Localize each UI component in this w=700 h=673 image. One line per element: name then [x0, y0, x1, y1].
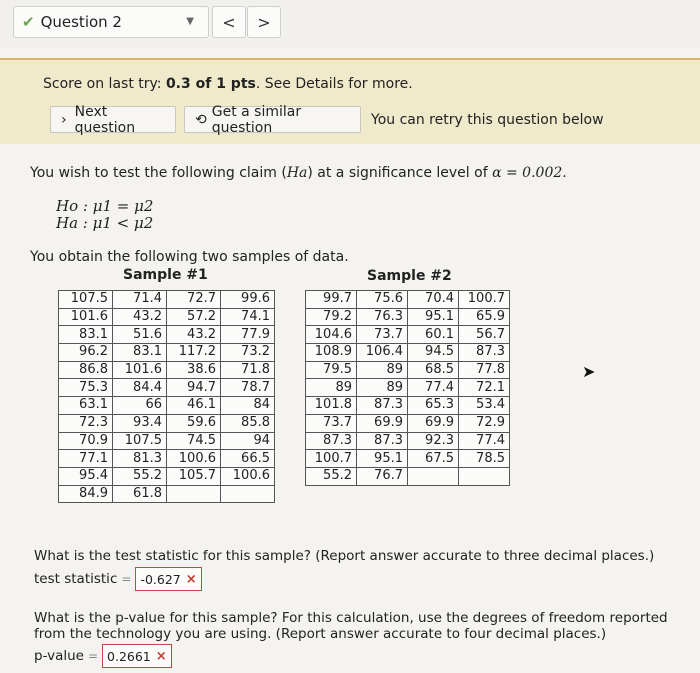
table-cell: 77.9 — [221, 326, 275, 344]
table-row — [306, 432, 510, 450]
test-stat-label: test statistic — [34, 571, 118, 587]
table-cell — [221, 485, 275, 503]
table-cell: 89 — [357, 361, 408, 379]
next-question-arrow-button[interactable]: > — [247, 6, 281, 38]
retry-text: You can retry this question below — [371, 112, 604, 128]
table-cell: 70.9 — [59, 432, 113, 450]
table-cell: 55.2 — [113, 467, 167, 485]
table-cell: 86.8 — [59, 361, 113, 379]
table-cell: 100.7 — [459, 291, 510, 309]
table-cell: 43.2 — [113, 308, 167, 326]
table-cell: 43.2 — [167, 326, 221, 344]
table-cell: 77.4 — [408, 379, 459, 397]
table-cell: 74.5 — [167, 432, 221, 450]
table-row — [306, 450, 510, 468]
table-cell: 60.1 — [408, 326, 459, 344]
table-cell: 46.1 — [167, 397, 221, 415]
table-cell: 95.1 — [357, 450, 408, 468]
table-cell: 100.6 — [221, 467, 275, 485]
table-cell: 57.2 — [167, 308, 221, 326]
table-cell: 108.9 — [306, 344, 357, 362]
table-cell: 104.6 — [306, 326, 357, 344]
claim-before: You wish to test the following claim ( — [30, 165, 287, 181]
claim-symbol: Ha — [286, 165, 308, 181]
next-question-label: Next question — [74, 103, 136, 136]
table-cell: 84.9 — [59, 485, 113, 503]
table-cell: 74.1 — [221, 308, 275, 326]
table-row — [59, 414, 275, 432]
table-cell: 72.3 — [59, 414, 113, 432]
table-cell: 71.4 — [113, 291, 167, 309]
next-question-button[interactable] — [50, 103, 176, 136]
pvalue-label: p-value — [34, 648, 84, 664]
table-cell: 73.7 — [306, 414, 357, 432]
table-row — [306, 344, 510, 362]
table-cell: 92.3 — [408, 432, 459, 450]
table-cell: 83.1 — [113, 344, 167, 362]
table-cell: 89 — [357, 379, 408, 397]
table-cell: 87.3 — [459, 344, 510, 362]
table-cell: 59.6 — [167, 414, 221, 432]
table-row — [59, 379, 275, 397]
table-cell: 66.5 — [221, 450, 275, 468]
table-cell: 87.3 — [357, 432, 408, 450]
table-cell: 94.5 — [408, 344, 459, 362]
table-cell: 87.3 — [357, 397, 408, 415]
table-row — [59, 467, 275, 485]
caret-down-icon: ▼ — [186, 16, 194, 27]
table-cell: 78.7 — [221, 379, 275, 397]
table-cell: 101.8 — [306, 397, 357, 415]
table-cell: 75.6 — [357, 291, 408, 309]
table-cell: 65.3 — [408, 397, 459, 415]
table-cell: 95.1 — [408, 308, 459, 326]
table-cell: 38.6 — [167, 361, 221, 379]
table-row — [306, 379, 510, 397]
table-row — [306, 361, 510, 379]
table-cell: 71.8 — [221, 361, 275, 379]
pvalue-value: 0.2661 — [107, 648, 151, 664]
table-cell: 81.3 — [113, 450, 167, 468]
table-cell: 78.5 — [459, 450, 510, 468]
sample1-title: Sample #1 — [123, 267, 208, 283]
table-cell: 100.6 — [167, 450, 221, 468]
table-cell: 79.5 — [306, 361, 357, 379]
table-cell: 65.9 — [459, 308, 510, 326]
table-cell: 99.6 — [221, 291, 275, 309]
table-row — [59, 485, 275, 503]
table-row — [59, 450, 275, 468]
table-cell: 67.5 — [408, 450, 459, 468]
test-stat-input[interactable] — [135, 567, 201, 591]
chevron-right-icon: › — [61, 111, 67, 128]
pvalue-row — [34, 644, 172, 668]
table-cell: 101.6 — [113, 361, 167, 379]
top-bar — [0, 0, 700, 48]
table-cell: 72.7 — [167, 291, 221, 309]
table-cell: 72.9 — [459, 414, 510, 432]
sample1-table — [58, 290, 275, 503]
table-cell: 56.7 — [459, 326, 510, 344]
table-cell: 79.2 — [306, 308, 357, 326]
table-cell: 61.8 — [113, 485, 167, 503]
score-banner — [0, 58, 700, 144]
table-cell — [408, 467, 459, 485]
table-row — [59, 344, 275, 362]
table-cell: 84 — [221, 397, 275, 415]
table-cell: 68.5 — [408, 361, 459, 379]
samples-intro: You obtain the following two samples of data. — [30, 249, 349, 265]
table-cell: 69.9 — [357, 414, 408, 432]
table-cell: 77.8 — [459, 361, 510, 379]
score-prefix: Score on last try: — [43, 76, 166, 92]
test-stat-value: -0.627 — [140, 571, 181, 587]
incorrect-icon: × — [185, 571, 197, 587]
mouse-cursor-icon: ➤ — [582, 362, 596, 381]
refresh-icon: ⟲ — [195, 111, 207, 128]
table-cell: 99.7 — [306, 291, 357, 309]
table-cell: 89 — [306, 379, 357, 397]
table-row — [306, 308, 510, 326]
claim-text — [30, 165, 567, 181]
equals-sign: = — [87, 649, 99, 663]
table-cell: 66 — [113, 397, 167, 415]
table-cell: 85.8 — [221, 414, 275, 432]
table-cell: 75.3 — [59, 379, 113, 397]
pvalue-input[interactable] — [102, 644, 172, 668]
table-cell: 87.3 — [306, 432, 357, 450]
table-row — [59, 361, 275, 379]
table-cell: 51.6 — [113, 326, 167, 344]
table-cell: 69.9 — [408, 414, 459, 432]
table-cell: 117.2 — [167, 344, 221, 362]
question-selector[interactable] — [13, 6, 209, 38]
table-cell: 73.2 — [221, 344, 275, 362]
table-row — [306, 414, 510, 432]
table-cell: 93.4 — [113, 414, 167, 432]
table-cell: 76.7 — [357, 467, 408, 485]
test-stat-question: What is the test statistic for this sample? (Report answer accurate to three decimal places.) — [34, 548, 655, 564]
table-row — [59, 397, 275, 415]
table-cell: 53.4 — [459, 397, 510, 415]
table-cell: 73.7 — [357, 326, 408, 344]
score-text — [43, 76, 413, 92]
table-cell: 77.1 — [59, 450, 113, 468]
question-label: Question 2 — [40, 13, 122, 31]
previous-question-button[interactable]: < — [212, 6, 246, 38]
table-cell: 106.4 — [357, 344, 408, 362]
table-cell — [459, 467, 510, 485]
test-stat-row — [34, 567, 202, 591]
table-cell: 83.1 — [59, 326, 113, 344]
sample2-title: Sample #2 — [367, 268, 452, 284]
table-row — [306, 326, 510, 344]
table-cell — [167, 485, 221, 503]
table-row — [306, 397, 510, 415]
sample2-table — [305, 290, 510, 486]
table-cell: 76.3 — [357, 308, 408, 326]
table-cell: 94.7 — [167, 379, 221, 397]
table-cell: 84.4 — [113, 379, 167, 397]
incorrect-icon: × — [155, 648, 167, 664]
table-cell: 100.7 — [306, 450, 357, 468]
alpha-value: α = 0.002. — [492, 165, 567, 181]
table-row — [59, 291, 275, 309]
similar-question-label: Get a similar question — [211, 103, 302, 136]
table-cell: 107.5 — [113, 432, 167, 450]
table-cell: 105.7 — [167, 467, 221, 485]
table-row — [59, 308, 275, 326]
table-cell: 70.4 — [408, 291, 459, 309]
table-cell: 96.2 — [59, 344, 113, 362]
table-cell: 95.4 — [59, 467, 113, 485]
table-cell: 55.2 — [306, 467, 357, 485]
score-suffix: . See Details for more. — [255, 76, 413, 92]
table-cell: 101.6 — [59, 308, 113, 326]
table-cell: 63.1 — [59, 397, 113, 415]
score-value: 0.3 of 1 pts — [165, 76, 256, 92]
table-cell: 72.1 — [459, 379, 510, 397]
table-row — [59, 326, 275, 344]
table-cell: 107.5 — [59, 291, 113, 309]
similar-question-button[interactable] — [184, 103, 361, 136]
claim-after: ) at a significance level of — [307, 165, 493, 181]
table-row — [59, 432, 275, 450]
table-row — [306, 467, 510, 485]
table-row — [306, 291, 510, 309]
null-hypothesis: Ho : μ1 = μ2 — [56, 197, 154, 215]
alternative-hypothesis: Ha : μ1 < μ2 — [56, 214, 154, 232]
check-icon: ✔ — [22, 13, 35, 31]
pvalue-question: What is the p-value for this sample? For this calculation, use the degrees of freedom reported from the technology you are using. (Report answer accurate to four decimal places.) — [34, 610, 668, 642]
table-cell: 94 — [221, 432, 275, 450]
table-cell: 77.4 — [459, 432, 510, 450]
equals-sign: = — [121, 572, 132, 586]
